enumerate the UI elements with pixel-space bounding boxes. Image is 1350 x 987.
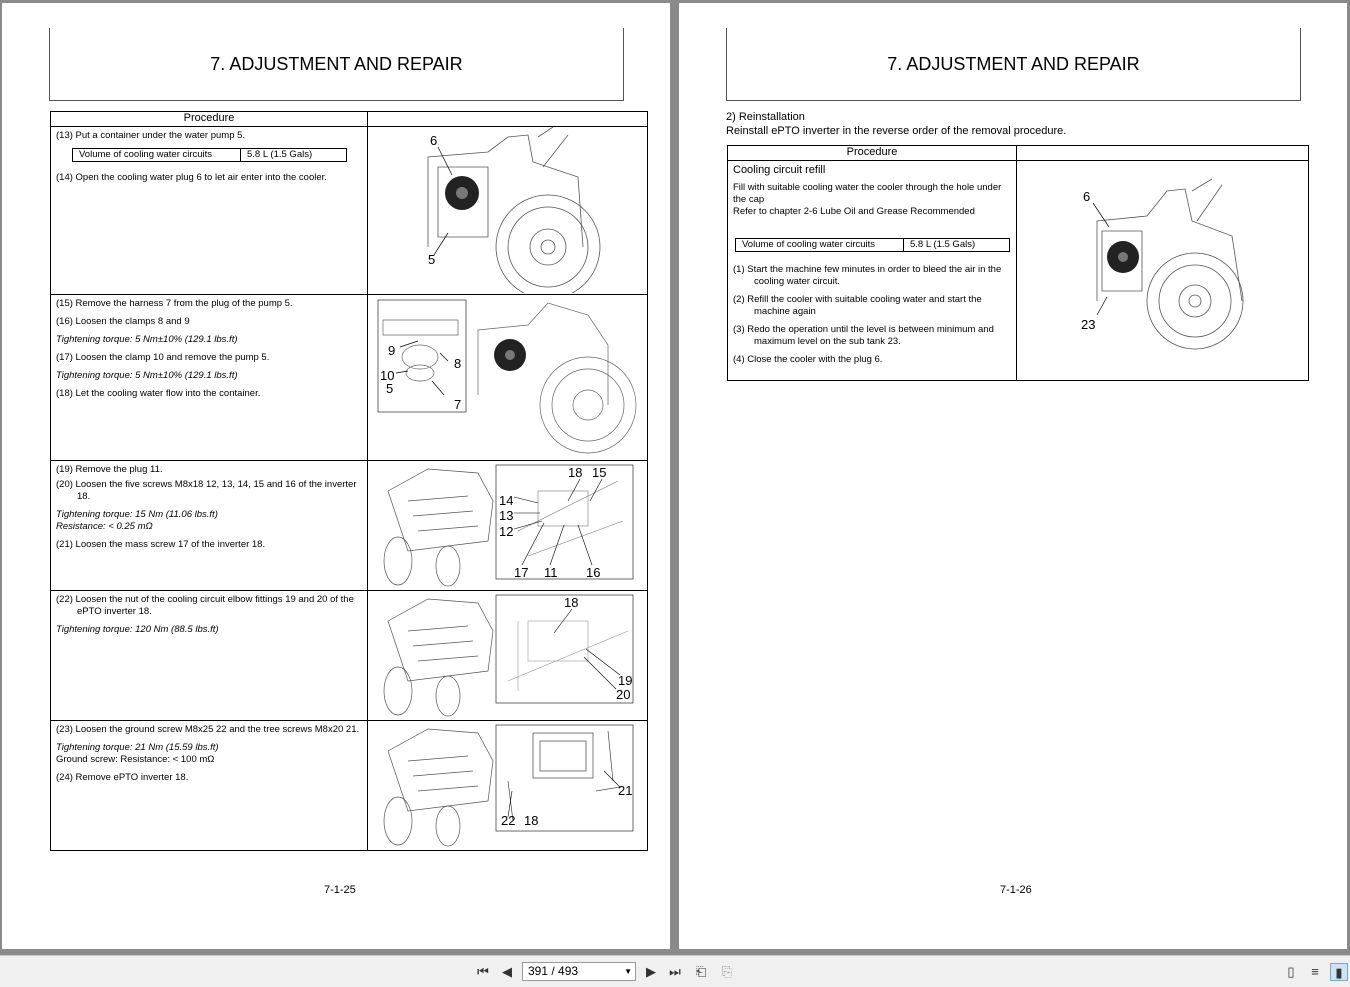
callout-label: 8: [454, 356, 462, 371]
ground-screw-illustration: [368, 721, 648, 851]
right-page: [679, 3, 1347, 949]
page-number: 7-1-25: [324, 884, 356, 896]
table-row: [51, 721, 648, 851]
volume-table: Volume of cooling water circuits 5.8 L (1.5 Gals): [735, 238, 1010, 252]
callout-label: 15: [592, 465, 607, 480]
callout-label: 9: [388, 343, 396, 358]
step-text: (20) Loosen the five screws M8x18 12, 13, 14, 15 and 16 of the inverter 18.: [56, 479, 357, 502]
pump-illustration: [368, 295, 648, 461]
next-page-icon[interactable]: ▶: [646, 964, 656, 979]
intro-text: Reinstall ePTO inverter in the reverse order of the removal procedure.: [726, 125, 1067, 137]
resistance-text: Resistance: < 0.25 mΩ: [56, 521, 153, 532]
callout-label: 18: [564, 595, 579, 610]
page-header: [726, 28, 1301, 101]
step-text: (1) Start the machine few minutes in order to bleed the air in the cooling water circuit.: [733, 264, 1002, 287]
chevron-down-icon[interactable]: ▼: [624, 967, 632, 976]
header-title: 7. ADJUSTMENT AND REPAIR: [210, 53, 463, 74]
callout-label: 5: [428, 252, 436, 267]
go-back-icon[interactable]: ⎗: [695, 964, 707, 979]
section-heading: 2) Reinstallation: [726, 111, 805, 123]
machine-illustration: [1017, 161, 1309, 381]
single-page-icon[interactable]: ▯: [1287, 964, 1295, 979]
page-header: [49, 28, 624, 101]
step-text: (3) Redo the operation until the level is between minimum and maximum level on the sub tank 23.: [733, 324, 994, 347]
callout-label: 16: [586, 565, 601, 580]
step-text: (24) Remove ePTO inverter 18.: [56, 772, 189, 783]
step-text: (23) Loosen the ground screw M8x25 22 and the tree screws M8x20 21.: [56, 724, 360, 735]
go-forward-icon[interactable]: ⎘: [721, 964, 733, 979]
procedure-table: [50, 111, 648, 851]
elbow-fittings-illustration: [368, 591, 648, 721]
callout-label: 21: [618, 783, 633, 798]
step-text: (2) Refill the cooler with suitable cooling water and start the machine again: [733, 294, 982, 317]
callout-label: 17: [514, 565, 529, 580]
callout-label: 5: [386, 381, 394, 396]
procedure-header: Procedure: [728, 146, 1017, 161]
step-text: (16) Loosen the clamps 8 and 9: [56, 316, 190, 327]
step-text: (13) Put a container under the water pump 5.: [56, 130, 246, 141]
step-text: (15) Remove the harness 7 from the plug of the pump 5.: [56, 298, 293, 309]
inverter-illustration: [368, 461, 648, 591]
torque-text: Tightening torque: 5 Nm±10% (129.1 lbs.ft): [56, 370, 238, 381]
callout-label: 22: [501, 813, 516, 828]
procedure-header: Procedure: [51, 112, 368, 127]
header-title: 7. ADJUSTMENT AND REPAIR: [887, 53, 1140, 74]
callout-label: 14: [499, 493, 514, 508]
callout-label: 10: [380, 368, 395, 383]
left-page: [2, 3, 670, 949]
table-row: [51, 295, 648, 461]
fill-text: Fill with suitable cooling water the cooler through the hole under the cap: [733, 182, 1002, 205]
first-page-icon[interactable]: ⏮: [477, 964, 489, 979]
navigation-toolbar: [0, 955, 1350, 987]
callout-label: 11: [544, 565, 558, 580]
resistance-text: Ground screw: Resistance: < 100 mΩ: [56, 754, 215, 765]
callout-label: 6: [430, 133, 438, 148]
table-row: [51, 591, 648, 721]
callout-label: 19: [618, 673, 633, 688]
callout-label: 18: [568, 465, 583, 480]
callout-label: 13: [499, 508, 514, 523]
step-text: (21) Loosen the mass screw 17 of the inverter 18.: [56, 539, 266, 550]
step-text: (4) Close the cooler with the plug 6.: [733, 354, 883, 365]
step-text: (19) Remove the plug 11.: [56, 464, 163, 475]
volume-table: Volume of cooling water circuits 5.8 L (1.5 Gals): [72, 148, 347, 162]
callout-label: 20: [616, 687, 631, 702]
callout-label: 7: [454, 397, 462, 412]
torque-text: Tightening torque: 120 Nm (88.5 lbs.ft): [56, 624, 219, 635]
callout-label: 6: [1083, 189, 1091, 204]
step-text: (22) Loosen the nut of the cooling circuit elbow fittings 19 and 20 of the ePTO inverter 18.: [56, 594, 354, 617]
refer-text: Refer to chapter 2-6 Lube Oil and Grease Recommended: [733, 206, 975, 217]
table-row: [51, 127, 648, 295]
page-number-field[interactable]: [522, 962, 636, 981]
continuous-icon[interactable]: ≡: [1311, 964, 1319, 979]
table-row: [728, 161, 1309, 381]
step-text: (14) Open the cooling water plug 6 to let air enter into the cooler.: [56, 172, 327, 183]
step-text: (18) Let the cooling water flow into the container.: [56, 388, 261, 399]
procedure-table: [727, 145, 1309, 381]
prev-page-icon[interactable]: ◀: [502, 964, 512, 979]
torque-text: Tightening torque: 5 Nm±10% (129.1 lbs.ft): [56, 334, 238, 345]
step-text: (17) Loosen the clamp 10 and remove the pump 5.: [56, 352, 270, 363]
torque-text: Tightening torque: 15 Nm (11.06 lbs.ft): [56, 509, 218, 520]
machine-illustration: [368, 127, 648, 295]
callout-label: 18: [524, 813, 539, 828]
facing-pages-icon[interactable]: ▮: [1330, 963, 1348, 981]
torque-text: Tightening torque: 21 Nm (15.59 lbs.ft): [56, 742, 219, 753]
subtitle: Cooling circuit refill: [733, 164, 826, 176]
callout-label: 12: [499, 524, 514, 539]
table-row: [51, 461, 648, 591]
page-number: 7-1-26: [1000, 884, 1032, 896]
callout-label: 23: [1081, 317, 1096, 332]
page-field-value: 391 / 493: [528, 964, 579, 978]
last-page-icon[interactable]: ⏭: [669, 964, 681, 979]
